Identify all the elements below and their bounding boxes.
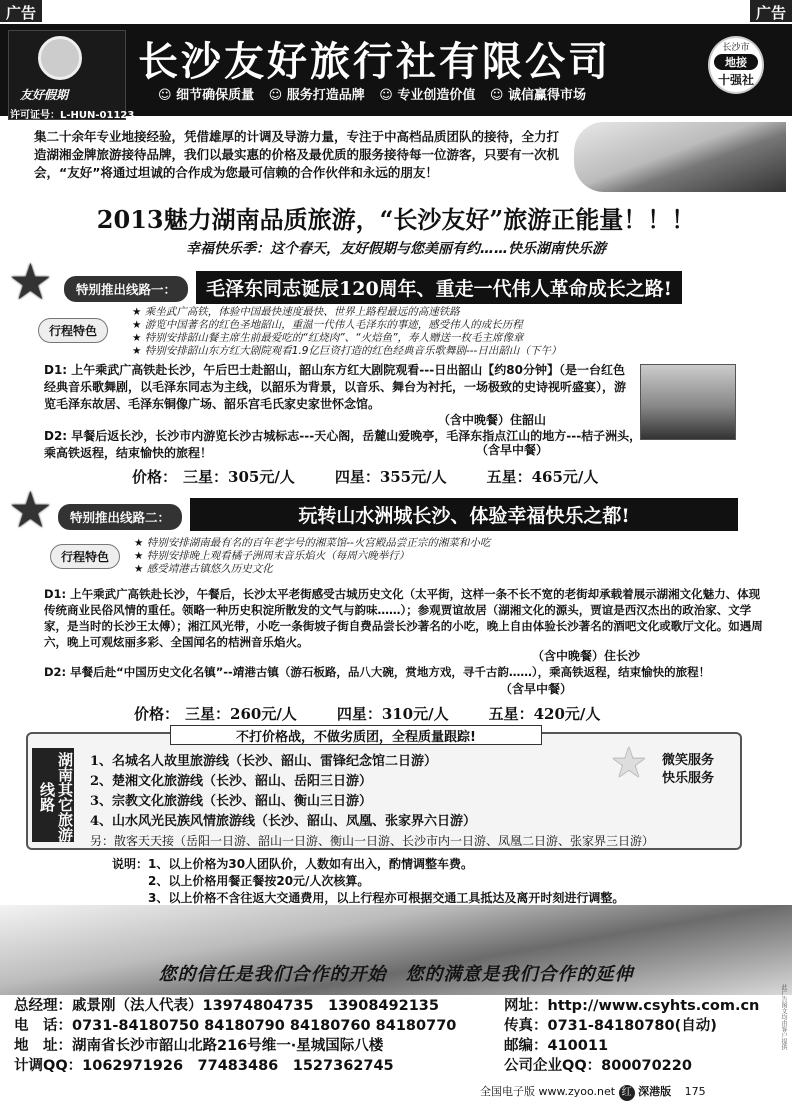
other-route-item: 3、宗教文化旅游线（长沙、韶山、衡山三日游）	[90, 794, 373, 809]
star-icon: ★	[8, 481, 53, 539]
price-slogan: 不打价格战，不做劣质团，全程质量跟踪!	[170, 725, 542, 745]
route2-day2-meal: （含早中餐）	[500, 682, 573, 696]
route1-title: 毛泽东同志诞辰120周年、重走一代伟人革命成长之路!	[196, 271, 682, 304]
main-headline: 2013魅力湖南品质旅游，“长沙友好”旅游正能量！！！	[96, 205, 696, 234]
company-name: 长沙友好旅行社有限公司	[138, 38, 611, 85]
route2-prices: 价格： 三星：260元/人 四星：310元/人 五星：420元/人	[134, 705, 601, 723]
slogan-item: ☺ 专业创造价值	[379, 88, 476, 103]
feature-item: ★ 游览中国著名的红色圣地韶山，重温一代伟人毛泽东的事迹，感受伟人的成长历程	[132, 319, 561, 332]
logo-brand: 友好假期	[20, 88, 69, 102]
website-link[interactable]: 网址：http://www.csyhts.com.cn	[504, 998, 760, 1014]
license-number: 许可证号：L-HUN-01123	[10, 110, 135, 121]
service-tags: 微笑服务 快乐服务	[662, 753, 715, 786]
route1-features	[132, 306, 561, 358]
coastline-photo	[574, 122, 786, 192]
contact-line: 电 话：0731-84180750 84180790 84180760 84180770	[14, 1018, 457, 1034]
contact-line: 传真：0731-84180780(自动)	[504, 1018, 717, 1034]
motto: 您的信任是我们合作的开始 您的满意是我们合作的延伸	[158, 964, 634, 985]
route2-day1-meal: （含中晚餐）住长沙	[532, 649, 641, 663]
route2-tag: 特别推出线路二：	[58, 504, 182, 530]
route1-day1: D1: 上午乘武广高铁赴长沙，午后巴士赴韶山，韶山东方红大剧院观看---日出韶山【约80分钟】（是一台红色经典音乐歌舞剧，以毛泽东同志为主线，以韶乐为背景，以音乐、舞台为衬托，一场极致的史诗视听盛宴），游览毛泽东故居、毛泽东铜像广场、韶乐宫毛氏家史家世怀念馆。	[44, 363, 627, 411]
header-slogans	[158, 84, 596, 103]
contact-line: 计调QQ：1062971926 77483486 1527362745	[14, 1058, 394, 1074]
contacts-left	[14, 996, 456, 1076]
statue-photo	[640, 364, 736, 440]
other-route-item: 2、楚湘文化旅游线（长沙、韶山、岳阳三日游）	[90, 774, 373, 789]
route2-feature-label: 行程特色	[50, 544, 120, 569]
route1-day2-meal: （含早中餐）	[476, 443, 549, 457]
contact-line: 总经理：戚景刚（法人代表）13974804735 13908492135	[14, 998, 439, 1014]
contact-line: 地 址：湖南省长沙市韶山北路216号维一·星城国际八楼	[14, 1038, 384, 1054]
route1-day2: D2: 早餐后返长沙，长沙市内游览长沙古城标志---天心阁，岳麓山爱晚亭，毛泽东指点江山的地方---桔子洲头，乘高铁返程，结束愉快的旅程！	[44, 429, 642, 460]
sub-headline: 幸福快乐季：这个春天，友好假期与您美丽有约……快乐湖南快乐游	[186, 241, 606, 257]
intro-paragraph: 集二十余年专业地接经验，凭借雄厚的计调及导游力量，专注于中高档品质团队的接待，全力打造湖湘金牌旅游接待品牌，我们以最实惠的价格及最优质的服务接待每一位游客，只要有一次机会，“友好”将通过坦诚的合作成为您最可信赖的合作伙伴和永远的朋友！	[34, 129, 560, 180]
feature-item: ★ 乘坐武广高铁，体验中国最快速度最快、世界上路程最远的高速铁路	[132, 306, 561, 319]
side-note: 此广告图文均由客户提供	[780, 984, 787, 1050]
feature-item: ★ 特别安排韶山东方红大剧院观看1.9亿巨资打造的红色经典音乐歌舞剧---日出韶山（下午）	[132, 345, 561, 358]
top10-badge: 长沙市 地接 十强社	[708, 36, 764, 94]
ad-label-right: 广告	[750, 0, 792, 22]
other-route-item: 4、山水风光民族风情旅游线（长沙、韶山、凤凰、张家界六日游）	[90, 814, 477, 829]
slogan-item: ☺ 服务打造品牌	[268, 88, 365, 103]
smiley-star-icon: ★	[610, 738, 648, 787]
contacts-right	[504, 996, 759, 1076]
route1-day1-meal: （含中晚餐）住韶山	[438, 413, 547, 427]
route1-tag: 特别推出线路一：	[64, 276, 188, 302]
route2-features	[134, 537, 490, 576]
daily-tours-note: 另：散客天天接（岳阳一日游、韶山一日游、衡山一日游、长沙市内一日游、凤凰二日游、张家界三日游）	[90, 834, 655, 848]
ad-label-left: 广告	[0, 0, 42, 22]
other-routes-list	[90, 752, 476, 832]
route1-prices: 价格： 三星：305元/人 四星：355元/人 五星：465元/人	[132, 468, 599, 486]
star-icon: ★	[8, 253, 53, 311]
route2-day1: D1: 上午乘武广高铁赴长沙，午餐后，长沙太平老街感受古城历史文化（太平街，这样一条不长不宽的老街却承载着展示湖湘文化魅力、体现传统商业民俗风情的重任。领略一种历史积淀所散发的文气与韵味……）；参观贾谊故居（湖湘文化的源头，贾谊是西汉杰出的政治家、文学家，是当时的长沙王太傅）；湘江风光带，小吃一条街坡子街自费品尝长沙著名的小吃，晚上自由体验长沙著名的酒吧文化或歌厅文化。如遇周六，晚上可观炫丽多彩、全国闻名的桔洲音乐焰火。	[44, 587, 763, 649]
route1-feature-label: 行程特色	[38, 318, 108, 343]
feature-item: ★ 特别安排湖南最有名的百年老字号的湘菜馆--火宫殿品尝正宗的湘菜和小吃	[134, 537, 490, 550]
feature-item: ★ 感受靖港古镇悠久历史文化	[134, 563, 490, 576]
slogan-item: ☺ 细节确保质量	[158, 88, 255, 103]
slogan-item: ☺ 诚信赢得市场	[489, 88, 586, 103]
route2-day2: D2: 早餐后赴“中国历史文化名镇”--靖港古镇（游石板路，品八大碗，赏地方戏，寻千古韵……），乘高铁返程，结束愉快的旅程！	[44, 665, 711, 679]
price-notes: 说明：1、以上价格为30人团队价，人数如有出入，酌情调整车费。 2、以上价格用餐正餐按20元/人次核算。 3、以上价格不含往返大交通费用，以上行程亦可根据交通工具抵达及离开时刻进行调整。	[112, 857, 625, 905]
contact-line: 邮编：410011	[504, 1038, 609, 1054]
feature-item: ★ 特别安排韶山餐主席生前最爱吃的“红烧肉”、“火焙鱼”，寿人赠送一枚毛主席像章	[132, 332, 561, 345]
other-route-item: 1、名城名人故里旅游线（长沙、韶山、雷锋纪念馆二日游）	[90, 754, 438, 769]
page-number: 175	[684, 1085, 706, 1098]
feature-item: ★ 特别安排晚上观看橘子洲周末音乐焰火（每周六晚举行）	[134, 550, 490, 563]
logo-emblem-icon	[38, 36, 82, 80]
page-footer: 全国电子版 www.zyoo.net 红 深港版 175	[480, 1083, 706, 1101]
edition-badge-icon: 红	[619, 1085, 635, 1101]
contact-line: 公司企业QQ：800070220	[504, 1058, 692, 1074]
other-routes-label: 湖南其它旅游线路	[32, 748, 74, 842]
route2-title: 玩转山水洲城长沙、体验幸福快乐之都!	[190, 498, 738, 531]
